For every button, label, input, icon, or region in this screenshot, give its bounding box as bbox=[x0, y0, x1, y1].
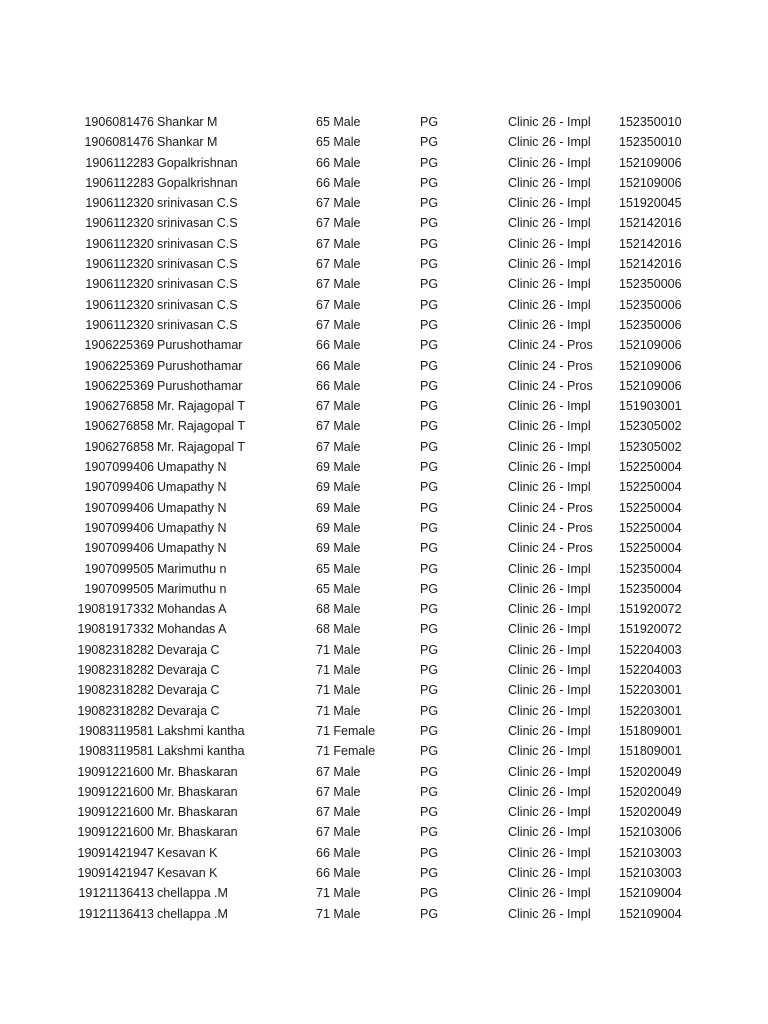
clinic-cell: Clinic 24 - Pros bbox=[508, 338, 593, 353]
record-id-cell: 19121136413 bbox=[78, 886, 154, 901]
age-sex-cell: 71 Female bbox=[316, 744, 376, 759]
table-row bbox=[0, 640, 768, 660]
patient-name-cell: Lakshmi kantha bbox=[157, 723, 245, 738]
record-id-cell: 19091221600 bbox=[77, 825, 154, 840]
patient-name-cell: Devaraja C bbox=[157, 683, 220, 698]
code-cell: 152305002 bbox=[619, 419, 682, 434]
code-cell: 152250004 bbox=[619, 480, 682, 495]
patient-name-cell: Marimuthu n bbox=[157, 561, 227, 576]
patient-name-cell: srinivasan C.S bbox=[157, 317, 238, 332]
code-cell: 151903001 bbox=[619, 399, 682, 414]
dept-cell: PG bbox=[420, 419, 439, 434]
dept-cell: PG bbox=[420, 784, 439, 799]
age-sex-cell: 67 Male bbox=[316, 236, 361, 251]
record-id-cell: 19121136413 bbox=[78, 906, 154, 921]
record-id-cell: 1906112320 bbox=[85, 297, 154, 312]
table-row bbox=[0, 498, 768, 518]
dept-cell: PG bbox=[420, 602, 439, 617]
age-sex-cell: 71 Male bbox=[316, 703, 361, 718]
dept-cell: PG bbox=[420, 865, 439, 880]
patient-name-cell: chellappa .M bbox=[157, 906, 228, 921]
dept-cell: PG bbox=[420, 216, 439, 231]
code-cell: 152250004 bbox=[619, 541, 682, 556]
patient-name-cell: Marimuthu n bbox=[157, 581, 227, 596]
code-cell: 152350010 bbox=[619, 135, 682, 150]
table-row bbox=[0, 396, 768, 416]
record-id-cell: 1906112320 bbox=[85, 216, 154, 231]
code-cell: 151809001 bbox=[619, 723, 682, 738]
record-id-cell: 1907099406 bbox=[84, 480, 154, 495]
table-row bbox=[0, 518, 768, 538]
dept-cell: PG bbox=[420, 663, 439, 678]
record-id-cell: 1907099406 bbox=[84, 460, 154, 475]
dept-cell: PG bbox=[420, 115, 439, 129]
table-row bbox=[0, 762, 768, 782]
patient-name-cell: Kesavan K bbox=[157, 845, 218, 860]
age-sex-cell: 67 Male bbox=[316, 257, 361, 272]
record-id-cell: 1907099505 bbox=[84, 581, 154, 596]
dept-cell: PG bbox=[420, 703, 439, 718]
age-sex-cell: 71 Male bbox=[316, 663, 361, 678]
table-row bbox=[0, 295, 768, 315]
dept-cell: PG bbox=[420, 317, 439, 332]
dept-cell: PG bbox=[420, 805, 439, 820]
table-row bbox=[0, 599, 768, 619]
record-id-cell: 19081917332 bbox=[77, 602, 154, 617]
table-row bbox=[0, 416, 768, 436]
dept-cell: PG bbox=[420, 906, 439, 921]
dept-cell: PG bbox=[420, 399, 439, 414]
code-cell: 152020049 bbox=[619, 784, 682, 799]
clinic-cell: Clinic 26 - Impl bbox=[508, 581, 591, 596]
code-cell: 151809001 bbox=[619, 744, 682, 759]
clinic-cell: Clinic 26 - Impl bbox=[508, 297, 591, 312]
code-cell: 152109006 bbox=[619, 358, 682, 373]
clinic-cell: Clinic 24 - Pros bbox=[508, 378, 593, 393]
record-id-cell: 1906112320 bbox=[85, 317, 154, 332]
table-row bbox=[0, 254, 768, 274]
age-sex-cell: 67 Male bbox=[316, 399, 361, 414]
table-row bbox=[0, 173, 768, 193]
dept-cell: PG bbox=[420, 886, 439, 901]
dept-cell: PG bbox=[420, 439, 439, 454]
record-id-cell: 19082318282 bbox=[77, 663, 154, 678]
clinic-cell: Clinic 26 - Impl bbox=[508, 744, 591, 759]
table-row bbox=[0, 315, 768, 335]
record-id-cell: 19091221600 bbox=[77, 805, 154, 820]
clinic-cell: Clinic 26 - Impl bbox=[508, 175, 591, 190]
clinic-cell: Clinic 26 - Impl bbox=[508, 317, 591, 332]
patient-name-cell: srinivasan C.S bbox=[157, 277, 238, 292]
age-sex-cell: 66 Male bbox=[316, 865, 361, 880]
code-cell: 152204003 bbox=[619, 663, 682, 678]
age-sex-cell: 69 Male bbox=[316, 460, 361, 475]
record-id-cell: 1906225369 bbox=[84, 358, 154, 373]
record-id-cell: 1906276858 bbox=[84, 399, 154, 414]
record-id-cell: 19091221600 bbox=[77, 764, 154, 779]
age-sex-cell: 71 Male bbox=[316, 886, 361, 901]
clinic-cell: Clinic 26 - Impl bbox=[508, 277, 591, 292]
dept-cell: PG bbox=[420, 460, 439, 475]
table-row bbox=[0, 213, 768, 233]
table-row bbox=[0, 477, 768, 497]
patient-name-cell: Mr. Bhaskaran bbox=[157, 764, 238, 779]
table-row bbox=[0, 619, 768, 639]
patient-name-cell: Devaraja C bbox=[157, 703, 220, 718]
clinic-cell: Clinic 26 - Impl bbox=[508, 784, 591, 799]
clinic-cell: Clinic 26 - Impl bbox=[508, 622, 591, 637]
table-row bbox=[0, 437, 768, 457]
code-cell: 152142016 bbox=[619, 257, 682, 272]
patient-name-cell: Mr. Bhaskaran bbox=[157, 825, 238, 840]
clinic-cell: Clinic 26 - Impl bbox=[508, 399, 591, 414]
dept-cell: PG bbox=[420, 196, 439, 211]
age-sex-cell: 65 Male bbox=[316, 561, 361, 576]
age-sex-cell: 67 Male bbox=[316, 317, 361, 332]
dept-cell: PG bbox=[420, 541, 439, 556]
code-cell: 152109004 bbox=[619, 886, 682, 901]
clinic-cell: Clinic 26 - Impl bbox=[508, 906, 591, 921]
age-sex-cell: 67 Male bbox=[316, 825, 361, 840]
table-row bbox=[0, 132, 768, 152]
code-cell: 152250004 bbox=[619, 500, 682, 515]
patient-name-cell: Kesavan K bbox=[157, 865, 218, 880]
patient-name-cell: Gopalkrishnan bbox=[157, 175, 238, 190]
code-cell: 152350006 bbox=[619, 297, 682, 312]
record-id-cell: 19083119581 bbox=[78, 723, 154, 738]
dept-cell: PG bbox=[420, 135, 439, 150]
patient-name-cell: Purushothamar bbox=[157, 358, 243, 373]
code-cell: 152350010 bbox=[619, 115, 682, 129]
dept-cell: PG bbox=[420, 257, 439, 272]
code-cell: 152350004 bbox=[619, 561, 682, 576]
record-id-cell: 1906276858 bbox=[84, 439, 154, 454]
clinic-cell: Clinic 26 - Impl bbox=[508, 703, 591, 718]
table-row bbox=[0, 680, 768, 700]
dept-cell: PG bbox=[420, 723, 439, 738]
record-id-cell: 19082318282 bbox=[77, 683, 154, 698]
table-row bbox=[0, 721, 768, 741]
table-row bbox=[0, 904, 768, 924]
age-sex-cell: 69 Male bbox=[316, 541, 361, 556]
code-cell: 152109004 bbox=[619, 906, 682, 921]
record-id-cell: 1907099406 bbox=[84, 520, 154, 535]
age-sex-cell: 67 Male bbox=[316, 439, 361, 454]
age-sex-cell: 67 Male bbox=[316, 784, 361, 799]
record-id-cell: 1906081476 bbox=[84, 115, 154, 129]
clinic-cell: Clinic 26 - Impl bbox=[508, 602, 591, 617]
age-sex-cell: 71 Female bbox=[316, 723, 376, 738]
code-cell: 152350006 bbox=[619, 317, 682, 332]
code-cell: 152020049 bbox=[619, 805, 682, 820]
dept-cell: PG bbox=[420, 277, 439, 292]
clinic-cell: Clinic 26 - Impl bbox=[508, 865, 591, 880]
code-cell: 152103006 bbox=[619, 825, 682, 840]
code-cell: 152203001 bbox=[619, 683, 682, 698]
age-sex-cell: 65 Male bbox=[316, 581, 361, 596]
patient-name-cell: Devaraja C bbox=[157, 663, 220, 678]
age-sex-cell: 67 Male bbox=[316, 805, 361, 820]
clinic-cell: Clinic 26 - Impl bbox=[508, 845, 591, 860]
patient-name-cell: Shankar M bbox=[157, 115, 218, 129]
record-id-cell: 1907099505 bbox=[84, 561, 154, 576]
clinic-cell: Clinic 26 - Impl bbox=[508, 683, 591, 698]
code-cell: 152350004 bbox=[619, 581, 682, 596]
patient-name-cell: Umapathy N bbox=[157, 500, 227, 515]
record-id-cell: 1906112320 bbox=[85, 257, 154, 272]
patient-name-cell: srinivasan C.S bbox=[157, 257, 238, 272]
patient-name-cell: Mr. Rajagopal T bbox=[157, 439, 246, 454]
age-sex-cell: 69 Male bbox=[316, 500, 361, 515]
table-row bbox=[0, 843, 768, 863]
table-row bbox=[0, 457, 768, 477]
clinic-cell: Clinic 26 - Impl bbox=[508, 561, 591, 576]
code-cell: 152103003 bbox=[619, 845, 682, 860]
dept-cell: PG bbox=[420, 845, 439, 860]
patient-name-cell: Devaraja C bbox=[157, 642, 220, 657]
clinic-cell: Clinic 24 - Pros bbox=[508, 541, 593, 556]
clinic-cell: Clinic 26 - Impl bbox=[508, 115, 591, 129]
table-row bbox=[0, 883, 768, 903]
dept-cell: PG bbox=[420, 744, 439, 759]
patient-name-cell: Mr. Bhaskaran bbox=[157, 784, 238, 799]
code-cell: 152350006 bbox=[619, 277, 682, 292]
table-row bbox=[0, 376, 768, 396]
table-row bbox=[0, 701, 768, 721]
record-id-cell: 19081917332 bbox=[77, 622, 154, 637]
age-sex-cell: 68 Male bbox=[316, 622, 361, 637]
patient-name-cell: Mr. Bhaskaran bbox=[157, 805, 238, 820]
age-sex-cell: 67 Male bbox=[316, 297, 361, 312]
code-cell: 152020049 bbox=[619, 764, 682, 779]
table-row bbox=[0, 863, 768, 883]
patient-name-cell: Gopalkrishnan bbox=[157, 155, 238, 170]
age-sex-cell: 66 Male bbox=[316, 175, 361, 190]
table-row bbox=[0, 274, 768, 294]
age-sex-cell: 68 Male bbox=[316, 602, 361, 617]
table-row bbox=[0, 741, 768, 761]
code-cell: 152305002 bbox=[619, 439, 682, 454]
record-id-cell: 19083119581 bbox=[78, 744, 154, 759]
dept-cell: PG bbox=[420, 378, 439, 393]
dept-cell: PG bbox=[420, 642, 439, 657]
table-row bbox=[0, 335, 768, 355]
clinic-cell: Clinic 26 - Impl bbox=[508, 460, 591, 475]
record-id-cell: 1906112283 bbox=[85, 155, 154, 170]
patient-name-cell: Mr. Rajagopal T bbox=[157, 399, 246, 414]
clinic-cell: Clinic 26 - Impl bbox=[508, 764, 591, 779]
patient-name-cell: srinivasan C.S bbox=[157, 236, 238, 251]
record-id-cell: 19091221600 bbox=[77, 784, 154, 799]
code-cell: 152109006 bbox=[619, 155, 682, 170]
record-id-cell: 1907099406 bbox=[84, 541, 154, 556]
code-cell: 152109006 bbox=[619, 338, 682, 353]
patient-name-cell: Purushothamar bbox=[157, 338, 243, 353]
code-cell: 152250004 bbox=[619, 460, 682, 475]
table-row bbox=[0, 234, 768, 254]
patient-name-cell: Mohandas A bbox=[157, 602, 227, 617]
age-sex-cell: 65 Male bbox=[316, 115, 361, 129]
patient-name-cell: srinivasan C.S bbox=[157, 196, 238, 211]
age-sex-cell: 67 Male bbox=[316, 419, 361, 434]
clinic-cell: Clinic 26 - Impl bbox=[508, 663, 591, 678]
age-sex-cell: 71 Male bbox=[316, 906, 361, 921]
code-cell: 151920072 bbox=[619, 622, 682, 637]
age-sex-cell: 66 Male bbox=[316, 155, 361, 170]
code-cell: 151920072 bbox=[619, 602, 682, 617]
age-sex-cell: 71 Male bbox=[316, 683, 361, 698]
patient-name-cell: Umapathy N bbox=[157, 520, 227, 535]
record-id-cell: 1906112320 bbox=[85, 196, 154, 211]
code-cell: 152250004 bbox=[619, 520, 682, 535]
code-cell: 152204003 bbox=[619, 642, 682, 657]
clinic-cell: Clinic 26 - Impl bbox=[508, 723, 591, 738]
clinic-cell: Clinic 26 - Impl bbox=[508, 155, 591, 170]
age-sex-cell: 67 Male bbox=[316, 764, 361, 779]
dept-cell: PG bbox=[420, 561, 439, 576]
patient-name-cell: Umapathy N bbox=[157, 480, 227, 495]
record-id-cell: 1906225369 bbox=[84, 378, 154, 393]
dept-cell: PG bbox=[420, 764, 439, 779]
clinic-cell: Clinic 24 - Pros bbox=[508, 358, 593, 373]
patient-name-cell: Umapathy N bbox=[157, 541, 227, 556]
clinic-cell: Clinic 24 - Pros bbox=[508, 520, 593, 535]
age-sex-cell: 67 Male bbox=[316, 196, 361, 211]
table-row bbox=[0, 782, 768, 802]
age-sex-cell: 66 Male bbox=[316, 378, 361, 393]
clinic-cell: Clinic 24 - Pros bbox=[508, 500, 593, 515]
code-cell: 152203001 bbox=[619, 703, 682, 718]
patient-name-cell: Umapathy N bbox=[157, 460, 227, 475]
code-cell: 152109006 bbox=[619, 378, 682, 393]
table-row bbox=[0, 193, 768, 213]
table-row bbox=[0, 356, 768, 376]
patient-name-cell: Mr. Rajagopal T bbox=[157, 419, 246, 434]
table-row bbox=[0, 802, 768, 822]
record-table bbox=[0, 112, 768, 924]
record-id-cell: 19091421947 bbox=[77, 865, 154, 880]
dept-cell: PG bbox=[420, 520, 439, 535]
record-id-cell: 19091421947 bbox=[77, 845, 154, 860]
patient-name-cell: srinivasan C.S bbox=[157, 216, 238, 231]
dept-cell: PG bbox=[420, 825, 439, 840]
age-sex-cell: 69 Male bbox=[316, 520, 361, 535]
record-id-cell: 1907099406 bbox=[84, 500, 154, 515]
clinic-cell: Clinic 26 - Impl bbox=[508, 196, 591, 211]
table-row bbox=[0, 112, 768, 132]
age-sex-cell: 67 Male bbox=[316, 216, 361, 231]
table-row bbox=[0, 660, 768, 680]
dept-cell: PG bbox=[420, 155, 439, 170]
patient-name-cell: chellappa .M bbox=[157, 886, 228, 901]
clinic-cell: Clinic 26 - Impl bbox=[508, 216, 591, 231]
clinic-cell: Clinic 26 - Impl bbox=[508, 886, 591, 901]
age-sex-cell: 71 Male bbox=[316, 642, 361, 657]
record-id-cell: 19082318282 bbox=[77, 703, 154, 718]
age-sex-cell: 66 Male bbox=[316, 358, 361, 373]
record-id-cell: 19082318282 bbox=[77, 642, 154, 657]
clinic-cell: Clinic 26 - Impl bbox=[508, 419, 591, 434]
clinic-cell: Clinic 26 - Impl bbox=[508, 257, 591, 272]
clinic-cell: Clinic 26 - Impl bbox=[508, 642, 591, 657]
code-cell: 152142016 bbox=[619, 236, 682, 251]
table-row bbox=[0, 559, 768, 579]
record-id-cell: 1906225369 bbox=[84, 338, 154, 353]
patient-name-cell: Lakshmi kantha bbox=[157, 744, 245, 759]
patient-name-cell: Shankar M bbox=[157, 135, 218, 150]
clinic-cell: Clinic 26 - Impl bbox=[508, 825, 591, 840]
age-sex-cell: 66 Male bbox=[316, 845, 361, 860]
clinic-cell: Clinic 26 - Impl bbox=[508, 135, 591, 150]
clinic-cell: Clinic 26 - Impl bbox=[508, 805, 591, 820]
clinic-cell: Clinic 26 - Impl bbox=[508, 439, 591, 454]
code-cell: 152109006 bbox=[619, 175, 682, 190]
dept-cell: PG bbox=[420, 175, 439, 190]
record-id-cell: 1906112320 bbox=[85, 277, 154, 292]
record-id-cell: 1906276858 bbox=[84, 419, 154, 434]
age-sex-cell: 67 Male bbox=[316, 277, 361, 292]
age-sex-cell: 65 Male bbox=[316, 135, 361, 150]
age-sex-cell: 69 Male bbox=[316, 480, 361, 495]
table-row bbox=[0, 579, 768, 599]
dept-cell: PG bbox=[420, 500, 439, 515]
patient-name-cell: Mohandas A bbox=[157, 622, 227, 637]
dept-cell: PG bbox=[420, 683, 439, 698]
dept-cell: PG bbox=[420, 358, 439, 373]
clinic-cell: Clinic 26 - Impl bbox=[508, 236, 591, 251]
dept-cell: PG bbox=[420, 338, 439, 353]
dept-cell: PG bbox=[420, 297, 439, 312]
dept-cell: PG bbox=[420, 581, 439, 596]
age-sex-cell: 66 Male bbox=[316, 338, 361, 353]
record-id-cell: 1906112320 bbox=[85, 236, 154, 251]
patient-name-cell: Purushothamar bbox=[157, 378, 243, 393]
code-cell: 152142016 bbox=[619, 216, 682, 231]
clinic-cell: Clinic 26 - Impl bbox=[508, 480, 591, 495]
code-cell: 152103003 bbox=[619, 865, 682, 880]
dept-cell: PG bbox=[420, 622, 439, 637]
table-row bbox=[0, 153, 768, 173]
dept-cell: PG bbox=[420, 480, 439, 495]
patient-name-cell: srinivasan C.S bbox=[157, 297, 238, 312]
code-cell: 151920045 bbox=[619, 196, 682, 211]
table-row bbox=[0, 538, 768, 558]
record-id-cell: 1906112283 bbox=[85, 175, 154, 190]
record-id-cell: 1906081476 bbox=[84, 135, 154, 150]
dept-cell: PG bbox=[420, 236, 439, 251]
table-row bbox=[0, 822, 768, 842]
